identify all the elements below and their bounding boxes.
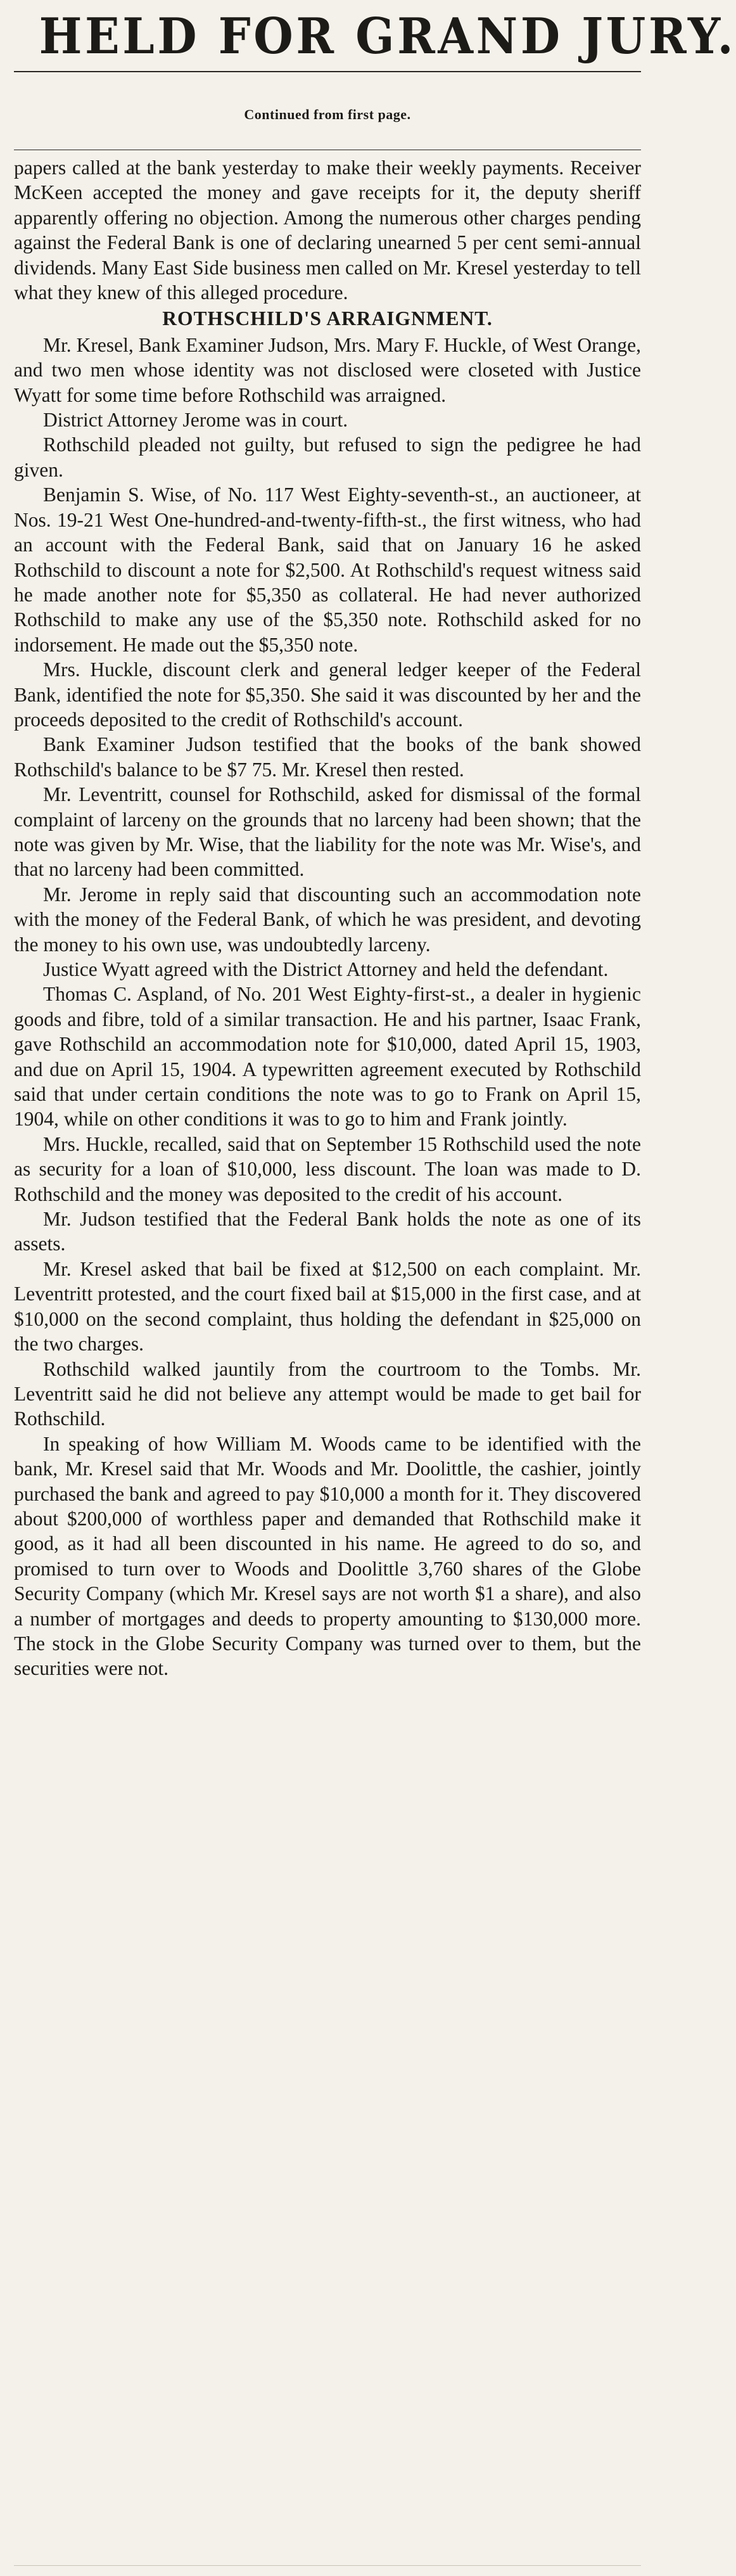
article-paragraph: Mrs. Huckle, discount clerk and general ledger keeper of the Federal Bank, identified the note for $5,350. She said it was discounted by her and the proceeds deposited to the credit of Rothschild's account. bbox=[14, 658, 641, 731]
article-paragraph: Mr. Judson testified that the Federal Bank holds the note as one of its assets. bbox=[14, 1208, 641, 1255]
continued-note: Continued from first page. bbox=[244, 106, 411, 122]
article-paragraph: Rothschild walked jauntily from the courtroom to the Tombs. Mr. Leventritt said he did not believe any attempt would be made to get bail for Rothschild. bbox=[14, 1357, 641, 1430]
article-paragraph: In speaking of how William M. Woods came to be identified with the bank, Mr. Kresel said that Mr. Woods and Mr. Doolittle, the cashier, jointly purchased the bank and agreed to pay $10,000 a month for it. They discovered about $200,000 of worthless paper and demanded that Rothschild make it good, as it had all been discounted in his name. He agreed to do so, and promised to turn over to Woods and Doolittle 3,760 shares of the Globe Security Company (which Mr. Kresel says are not worth $1 a share), and also a number of mortgages and deeds to property amounting to $130,000 more. The stock in the Globe Security Company was turned over to them, but the securities were not. bbox=[14, 1432, 641, 1680]
article-paragraph: Thomas C. Aspland, of No. 201 West Eighty-first-st., a dealer in hygienic goods and fibre, told of a similar transaction. He and his partner, Isaac Frank, gave Rothschild an accommodation note for $10,000, dated April 15, 1903, and due on April 15, 1904. A typewritten agreement executed by Rothschild said that under certain conditions the note was to go to Frank on April 15, 1904, while on other conditions it was to go to him and Frank jointly. bbox=[14, 983, 641, 1131]
article-paragraph: Bank Examiner Judson testified that the books of the bank showed Rothschild's balance to be $7 75. Mr. Kresel then rested. bbox=[14, 733, 641, 781]
article-paragraph: papers called at the bank yesterday to make their weekly payments. Receiver McKeen accepted the money and gave receipts for it, the deputy sheriff apparently offering no objection. Among the numerous other charges pending against the Federal Bank is one of declaring unearned 5 per cent semi-annual dividends. Many East Side business men called on Mr. Kresel yesterday to tell what they knew of this alleged procedure. bbox=[14, 157, 641, 304]
page-bottom-edge bbox=[14, 2565, 641, 2576]
article-paragraph: Mr. Kresel, Bank Examiner Judson, Mrs. Mary F. Huckle, of West Orange, and two men whose identity was not disclosed were closeted with Justice Wyatt for some time before Rothschild was arraigned. bbox=[14, 333, 641, 406]
article-paragraph: District Attorney Jerome was in court. bbox=[43, 409, 348, 432]
article-paragraph: Mrs. Huckle, recalled, said that on September 15 Rothschild used the note as security for a loan of $10,000, less discount. The loan was made to D. Rothschild and the money was deposited to the credit of his account. bbox=[14, 1132, 641, 1205]
article-paragraph: Justice Wyatt agreed with the District Attorney and held the defendant. bbox=[43, 958, 609, 980]
article-paragraph: Mr. Kresel asked that bail be fixed at $12,500 on each complaint. Mr. Leventritt protested, and the court fixed bail at $15,000 in the first case, and at $10,000 on the second complaint, thus holding the defendant in $25,000 on the two charges. bbox=[14, 1257, 641, 1355]
article-paragraph: Mr. Jerome in reply said that discounting such an accommodation note with the money of the Federal Bank, of which he was president, and devoting the money to his own use, was undoubtedly larceny. bbox=[14, 883, 641, 956]
article-paragraph: Rothschild pleaded not guilty, but refused to sign the pedigree he had given. bbox=[14, 433, 641, 481]
article-paragraph: Benjamin S. Wise, of No. 117 West Eighty-seventh-st., an auctioneer, at Nos. 19-21 West One-hundred-and-twenty-fifth-st., the first witness, who had an account with the Federal Bank, said that on January 16 he asked Rothschild to discount a note for $2,500. At Rothschild's request witness said he made another note for $5,350 as collateral. He had never authorized Rothschild to make any use of the $5,350 note. Rothschild asked for no indorsement. He made out the $5,350 note. bbox=[14, 484, 641, 656]
article-body bbox=[14, 150, 641, 1681]
subheading: ROTHSCHILD'S ARRAIGNMENT. bbox=[162, 307, 493, 330]
headline: HELD FOR GRAND JURY. bbox=[39, 8, 736, 65]
article-paragraph: Mr. Leventritt, counsel for Rothschild, asked for dismissal of the formal complaint of larceny on the grounds that no larceny had been shown; that the note was given by Mr. Wise, that the liability for the note was Mr. Wise's, and that no larceny had been committed. bbox=[14, 783, 641, 881]
